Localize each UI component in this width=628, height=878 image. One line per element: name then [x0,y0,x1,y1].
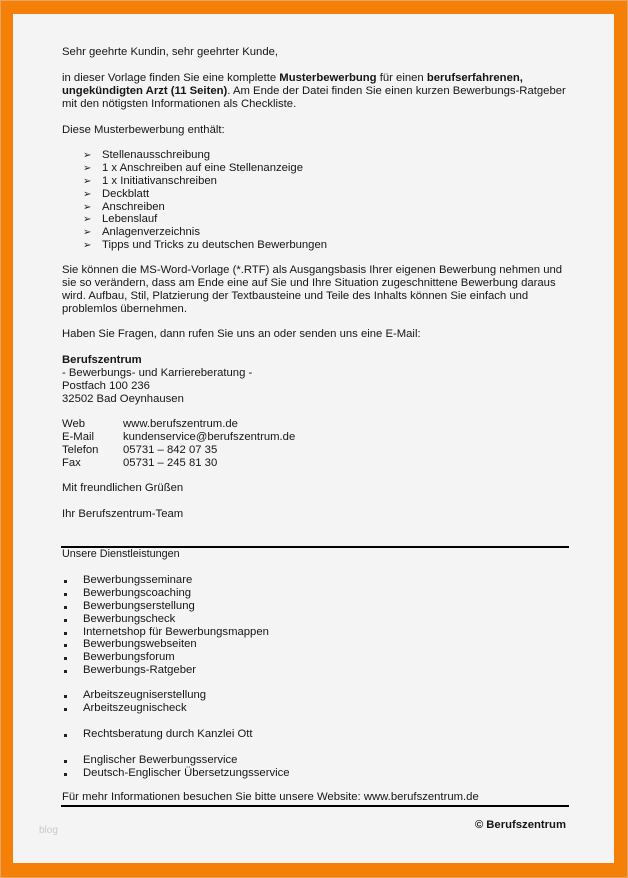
list-item: Deckblatt [102,188,150,200]
list-item: Arbeitszeugnischeck [83,702,187,714]
list-item: Anlagenverzeichnis [102,226,200,238]
intro-line-2: ungekündigten Arzt (11 Seiten). Am Ende der Datei finden Sie einen kurzen Bewerbungs-Ratgeber [62,85,566,97]
arrow-bullet-icon: ➢ [83,214,92,225]
divider-bottom [61,805,569,807]
intro-line-1: in dieser Vorlage finden Sie eine komplette Musterbewerbung für einen berufserfahrenen, [62,72,523,84]
signature: Ihr Berufszentrum-Team [62,508,184,520]
square-bullet-icon [64,580,67,583]
list-item: Deutsch-Englischer Übersetzungsservice [83,767,290,779]
company-name: Berufszentrum [62,354,142,366]
list-item: Rechtsberatung durch Kanzlei Ott [83,728,253,740]
closing: Mit freundlichen Grüßen [62,482,184,494]
arrow-bullet-icon: ➢ [83,240,92,251]
contact-fax-value: 05731 – 245 81 30 [123,457,218,469]
arrow-bullet-icon: ➢ [83,202,92,213]
contents-heading: Diese Musterbewerbung enthält: [62,124,225,136]
square-bullet-icon [64,619,67,622]
usage-line-1: Sie können die MS-Word-Vorlage (*.RTF) als Ausgangsbasis Ihrer eigenen Bewerbung nehmen und [62,264,563,276]
arrow-bullet-icon: ➢ [83,189,92,200]
list-item: Bewerbungs-Ratgeber [83,664,197,676]
list-item: 1 x Initiativanschreiben [102,175,217,187]
square-bullet-icon [64,708,67,711]
list-item: Bewerbungswebseiten [83,638,197,650]
list-item: Bewerbungscheck [83,613,176,625]
list-item: Internetshop für Bewerbungsmappen [83,626,269,638]
contact-label-phone: Telefon [62,444,99,456]
square-bullet-icon [64,632,67,635]
questions-text: Haben Sie Fragen, dann rufen Sie uns an oder senden uns eine E-Mail: [62,328,421,340]
contact-label-web: Web [62,418,86,430]
copyright: © Berufszentrum [474,819,566,831]
square-bullet-icon [64,606,67,609]
list-item: Arbeitszeugniserstellung [83,689,207,701]
list-item: Bewerbungsseminare [83,574,193,586]
company-postbox: Postfach 100 236 [62,380,150,392]
list-item: Anschreiben [102,201,165,213]
intro-line-3: mit den nötigsten Informationen als Checkliste. [62,98,297,110]
list-item: Bewerbungserstellung [83,600,195,612]
watermark: blog [39,825,58,836]
usage-line-2: sie so verändern, dass am Ende eine auf Sie und Ihre Situation zugeschnittene Bewerbung daraus [62,277,556,289]
usage-line-4: problemlos übernehmen. [62,303,187,315]
list-item: Stellenausschreibung [102,149,211,161]
document-page [13,14,614,863]
list-item: Englischer Bewerbungsservice [83,754,238,766]
square-bullet-icon [64,734,67,737]
arrow-bullet-icon: ➢ [83,227,92,238]
square-bullet-icon [64,760,67,763]
square-bullet-icon [64,670,67,673]
contact-label-fax: Fax [62,457,81,469]
contact-web-link[interactable]: www.berufszentrum.de [123,418,238,430]
contact-email-link[interactable]: kundenservice@berufszentrum.de [123,431,296,443]
arrow-bullet-icon: ➢ [83,163,92,174]
square-bullet-icon [64,657,67,660]
list-item: 1 x Anschreiben auf eine Stellenanzeige [102,162,303,174]
list-item: Bewerbungsforum [83,651,175,663]
usage-line-3: wird. Aufbau, Stil, Platzierung der Textbausteine und Teile des Inhalts können Sie einfach und [62,290,529,302]
square-bullet-icon [64,773,67,776]
square-bullet-icon [64,695,67,698]
arrow-bullet-icon: ➢ [83,176,92,187]
arrow-bullet-icon: ➢ [83,150,92,161]
contact-label-email: E-Mail [62,431,95,443]
company-tagline: - Bewerbungs- und Karriereberatung - [62,367,253,379]
list-item: Bewerbungscoaching [83,587,192,599]
square-bullet-icon [64,593,67,596]
salutation: Sehr geehrte Kundin, sehr geehrter Kunde, [62,46,279,58]
more-info-text: Für mehr Informationen besuchen Sie bitte unsere Website: www.berufszentrum.de [62,791,479,803]
square-bullet-icon [64,644,67,647]
list-item: Tipps und Tricks zu deutschen Bewerbungen [102,239,328,251]
services-heading: Unsere Dienstleistungen [62,548,180,560]
company-city: 32502 Bad Oeynhausen [62,393,184,405]
contact-phone-value: 05731 – 842 07 35 [123,444,218,456]
list-item: Lebenslauf [102,213,158,225]
